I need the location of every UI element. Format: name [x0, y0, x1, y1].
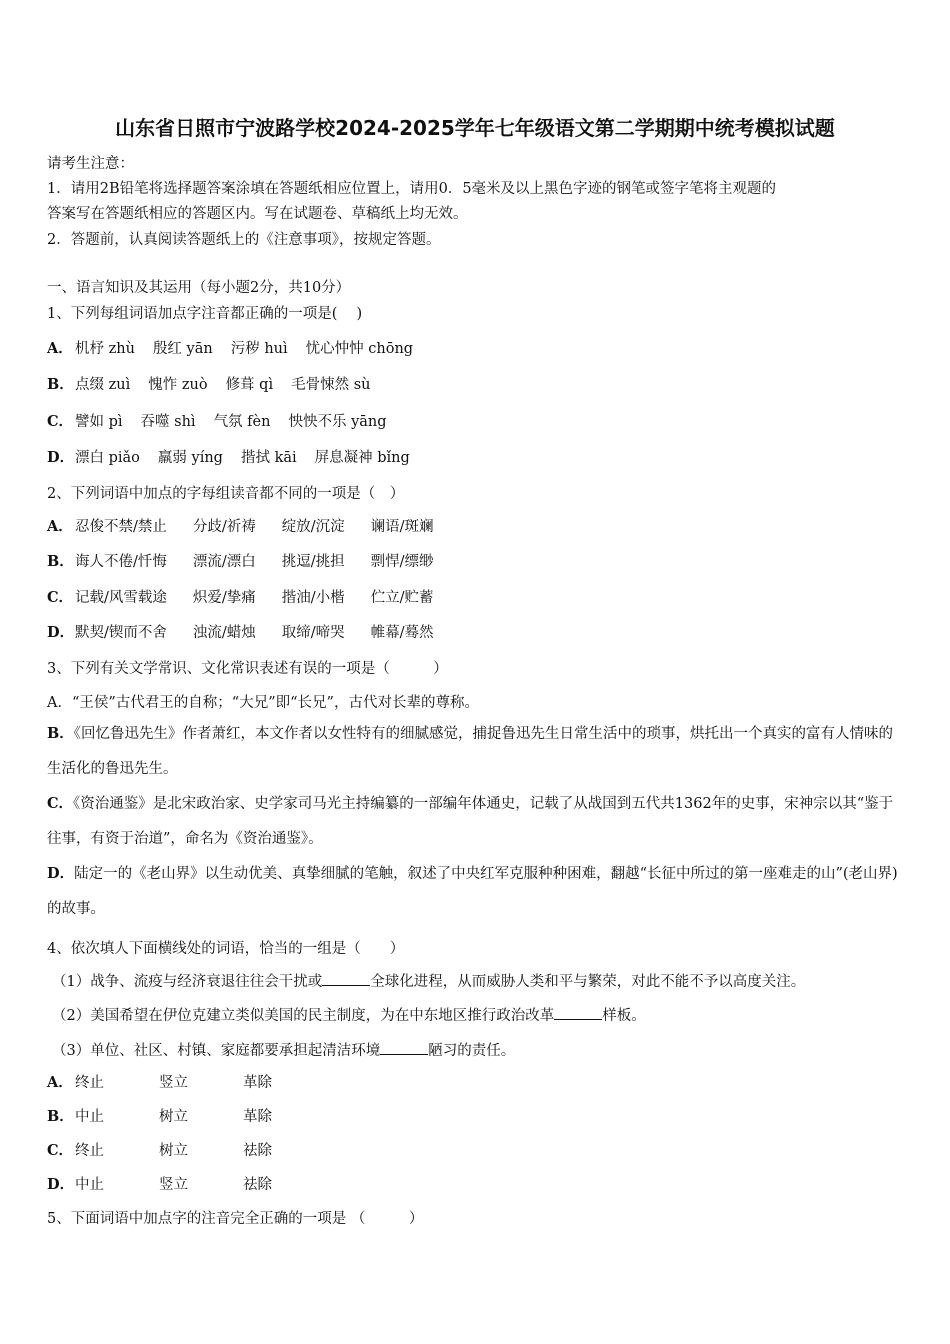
q5-stem: 5、下面词语中加点字的注音完全正确的一项是 （ ） [47, 1211, 424, 1227]
option-label: B． [47, 553, 74, 570]
option-label: D． [47, 1176, 75, 1193]
q1-option-d [47, 446, 428, 467]
option-label: A． [47, 518, 73, 535]
sentence-text: （1）战争、流疫与经济衰退往往会干扰或 [52, 974, 323, 990]
word-item: 羸弱 yíng [157, 450, 223, 466]
word-item: 帷幕/蓦然 [370, 625, 434, 641]
option-label: B． [47, 376, 74, 393]
sentence-text: （2）美国希望在伊位克建立类似美国的民主制度，为在中东地区推行政治改革 [52, 1008, 555, 1024]
fill-blank [380, 1042, 428, 1055]
word-item: 默契/锲而不舍 [75, 625, 167, 641]
option-label: C． [47, 1142, 74, 1159]
word-item: 中止 [75, 1177, 104, 1193]
word-item: 祛除 [243, 1143, 272, 1159]
option-label: D． [47, 449, 75, 466]
word-item: 殷红 yān [152, 341, 213, 357]
notice-line-2: 2．答题前，认真阅读答题纸上的《注意事项》，按规定答题。 [47, 232, 441, 248]
fill-blank [322, 973, 370, 986]
word-item: 树立 [159, 1109, 188, 1125]
q4-sentence-2 [52, 1004, 646, 1025]
word-item: 揩油/小楷 [281, 590, 345, 606]
option-text: 《资治通鉴》是北宋政治家、史学家司马光主持编纂的一部编年体通史，记载了从战国到五代共1362年的史事，宋神宗以其“鉴于往事，有资于治道”，命名为《资治通鉴》。 [47, 796, 894, 847]
q4-sentence-1 [52, 970, 805, 991]
exam-title: 山东省日照市宁波路学校2024-2025学年七年级语文第二学期期中统考模拟试题 [115, 116, 835, 140]
word-item: 浊流/蜡烛 [192, 625, 256, 641]
option-label: C． [47, 413, 74, 430]
q1-option-c [47, 410, 405, 431]
q1-stem: 1、下列每组词语加点字注音都正确的一项是( ) [47, 306, 363, 322]
word-item: 中止 [75, 1109, 104, 1125]
word-item: 革除 [243, 1075, 272, 1091]
word-item: 揩拭 kāi [240, 450, 297, 466]
option-label: A． [47, 340, 73, 357]
word-item: 终止 [75, 1143, 104, 1159]
word-item: 屏息凝神 bǐng [314, 450, 410, 466]
word-item: 漂流/漂白 [192, 554, 256, 570]
option-label: B． [47, 725, 74, 742]
q4-option-d [47, 1173, 327, 1194]
word-item: 毛骨悚然 sù [291, 377, 371, 393]
q4-option-a [47, 1071, 327, 1092]
sentence-text: 全球化进程，从而威胁人类和平与繁荣，对此不能不予以高度关注。 [370, 974, 806, 990]
q2-stem: 2、下列词语中加点的字每组读音都不同的一项是（ ） [47, 486, 405, 502]
option-label: D． [47, 865, 75, 882]
q3-option-d [47, 856, 907, 927]
word-item: 绽放/沉淀 [281, 519, 345, 535]
word-item: 诲人不倦/忏悔 [75, 554, 167, 570]
q2-option-d [47, 621, 460, 642]
option-label: C． [47, 795, 74, 812]
word-item: 取缔/啼哭 [281, 625, 345, 641]
word-item: 挑逗/挑担 [281, 554, 345, 570]
fill-blank [554, 1007, 602, 1020]
word-item: 树立 [159, 1143, 188, 1159]
word-item: 譬如 pì [75, 414, 123, 430]
word-item: 革除 [243, 1109, 272, 1125]
option-text: 陆定一的《老山界》以生动优美、真挚细腻的笔触，叙述了中央红军克服种种困难，翻越“长征中所过的第一座难走的山”(老山界)的故事。 [47, 866, 898, 917]
q3-option-b [47, 716, 907, 787]
q4-option-c [47, 1139, 327, 1160]
q3-option-c [47, 786, 907, 857]
word-item: 机杼 zhù [75, 341, 135, 357]
word-item: 修葺 qì [225, 377, 274, 393]
q4-option-b [47, 1105, 327, 1126]
word-item: 吞噬 shì [140, 414, 196, 430]
word-item: 伫立/贮蓄 [370, 590, 434, 606]
word-item: 剽悍/缥缈 [370, 554, 434, 570]
word-item: 忧心忡忡 chōng [305, 341, 414, 357]
word-item: 愧怍 zuò [148, 377, 208, 393]
option-label: C． [47, 589, 74, 606]
word-item: 谰语/斑斓 [370, 519, 434, 535]
word-item: 炽爱/挚痛 [192, 590, 256, 606]
option-label: B． [47, 1108, 74, 1125]
notice-heading: 请考生注意： [47, 156, 134, 172]
option-label: A． [47, 1074, 73, 1091]
q2-option-a [47, 515, 460, 536]
q4-stem: 4、依次填人下面横线处的词语，恰当的一组是（ ） [47, 941, 405, 957]
word-item: 终止 [75, 1075, 104, 1091]
word-item: 竖立 [159, 1075, 188, 1091]
sentence-text: （3）单位、社区、村镇、家庭都要承担起清洁环境 [52, 1043, 381, 1059]
word-item: 漂白 piǎo [75, 450, 140, 466]
word-item: 竖立 [159, 1177, 188, 1193]
section-heading: 一、语言知识及其运用（每小题2分，共10分） [47, 280, 351, 296]
word-item: 点缀 zuì [75, 377, 131, 393]
sentence-text: 样板。 [602, 1008, 646, 1024]
word-item: 怏怏不乐 yāng [288, 414, 387, 430]
word-item: 记载/风雪载途 [75, 590, 167, 606]
option-text: 《回忆鲁迅先生》作者萧红，本文作者以女性特有的细腻感觉，捕捉鲁迅先生日常生活中的琐事，烘托出一个真实的富有人情味的生活化的鲁迅先生。 [47, 726, 894, 777]
option-label: D． [47, 624, 75, 641]
q3-option-a: A．“王侯”古代君王的自称；“大兄”即“长兄”，古代对长辈的尊称。 [47, 695, 479, 711]
word-item: 祛除 [243, 1177, 272, 1193]
notice-line-1b: 答案写在答题纸相应的答题区内。写在试题卷、草稿纸上均无效。 [47, 206, 468, 222]
word-item: 气氛 fèn [213, 414, 271, 430]
q2-option-b [47, 550, 460, 571]
word-item: 忍俊不禁/禁止 [75, 519, 167, 535]
q3-stem: 3、下列有关文学常识、文化常识表述有误的一项是（ ） [47, 661, 448, 677]
q1-option-a [47, 337, 431, 358]
q2-option-c [47, 586, 460, 607]
word-item: 分歧/祈祷 [192, 519, 256, 535]
word-item: 污秽 huì [230, 341, 288, 357]
q4-sentence-3 [52, 1039, 515, 1060]
notice-line-1a: 1．请用2B铅笔将选择题答案涂填在答题纸相应位置上，请用0．5毫米及以上黑色字迹的钢笔或签字笔将主观题的 [47, 181, 777, 197]
sentence-text: 陋习的责任。 [428, 1043, 516, 1059]
q1-option-b [47, 373, 388, 394]
